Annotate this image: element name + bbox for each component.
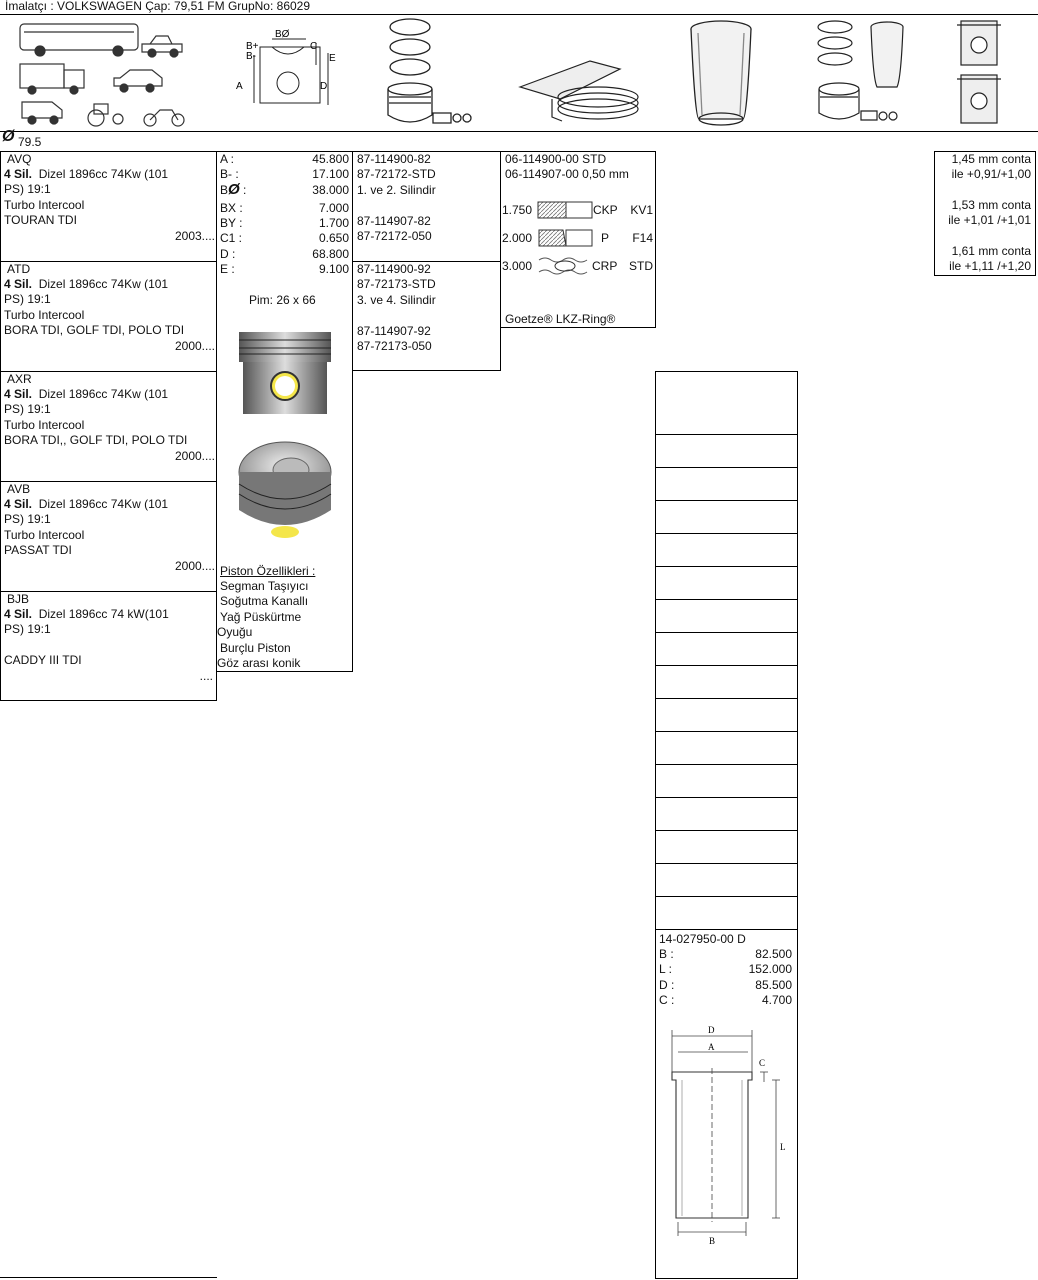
ring-set-icon	[518, 55, 642, 125]
ring-type: CRP	[592, 259, 618, 273]
liner-row-divider	[656, 863, 797, 864]
engine-desc2: PS) 19:1	[4, 512, 51, 526]
ring-width: 3.000	[502, 259, 533, 273]
ring-brand: Goetze® LKZ-Ring®	[505, 312, 616, 326]
gasket-range: ile +1,11 /+1,20	[949, 259, 1031, 273]
piston-part-line: 87-114907-92	[357, 324, 431, 338]
engine-code: AXR	[7, 372, 32, 386]
liner-row-divider	[656, 929, 797, 930]
vehicle-types-icon	[18, 20, 188, 128]
piston-feature-item: Yağ Püskürtme	[220, 610, 302, 624]
engine-year: 2000....	[174, 449, 215, 463]
liner-dim-value: 85.500	[755, 978, 792, 992]
liner-row-divider	[656, 797, 797, 798]
ring-type: CKP	[593, 203, 618, 217]
piston-feature-item: Burçlu Piston	[220, 641, 291, 655]
dim-bo-value: 38.000	[312, 183, 349, 197]
engine-type: Turbo Intercool	[4, 198, 85, 212]
engine-spec	[4, 167, 168, 182]
ring-part-std: 06-114900-00 STD	[505, 152, 607, 166]
piston-protrusion-icon	[955, 17, 1011, 129]
engine-desc2: PS) 19:1	[4, 402, 51, 416]
engine-code: AVQ	[7, 152, 32, 166]
piston-part-line: 87-114900-92	[357, 262, 431, 276]
gasket-box	[934, 151, 1036, 276]
piston-features-title: Piston Özellikleri :	[220, 564, 316, 578]
engine-code: BJB	[7, 592, 30, 606]
dim-bo-label	[220, 182, 246, 198]
liner-row-divider	[656, 599, 797, 600]
piston-feature-item: Oyuğu	[217, 625, 253, 639]
engine-box-avb	[0, 481, 217, 592]
engine-desc: Dizel 1896cc 74Kw (101	[38, 387, 169, 401]
piston-dimensions-box	[216, 151, 353, 672]
liner-dim-value: 152.000	[748, 962, 792, 976]
piston-parts-box-1	[352, 151, 501, 262]
liner-row-divider	[656, 665, 797, 666]
liner-row-divider	[656, 896, 797, 897]
dim-by-label: BY :	[220, 216, 243, 230]
engine-models: BORA TDI,, GOLF TDI, POLO TDI	[4, 433, 188, 447]
ring-profile-p	[537, 228, 593, 248]
ring-code: STD	[629, 259, 653, 273]
piston-kit-icon	[385, 17, 475, 131]
engine-spec	[4, 277, 168, 292]
liner-row-divider	[656, 533, 797, 534]
engine-box-bjb	[0, 591, 217, 701]
dim-bx-value: 7.000	[318, 201, 349, 215]
dim-c1-label: C1 :	[220, 231, 243, 245]
piston-feature-item: Soğutma Kanallı	[220, 594, 309, 608]
liner-row-divider	[656, 830, 797, 831]
piston-feature-item: Göz arası konik	[217, 656, 301, 670]
liner-drawing-label-l: L	[780, 1142, 786, 1152]
piston-dimension-diagram	[232, 25, 342, 125]
ring-code: KV1	[630, 203, 653, 217]
ring-code: F14	[632, 231, 653, 245]
engine-models: BORA TDI, GOLF TDI, POLO TDI	[4, 323, 185, 337]
piston-part-line: 87-72173-STD	[357, 277, 436, 291]
dim-b-minus-label: B- :	[220, 167, 239, 181]
liner-row-divider	[656, 698, 797, 699]
ring-width: 2.000	[502, 231, 533, 245]
engine-models: TOURAN TDI	[4, 213, 77, 227]
diagram-label-b-minus: B-	[246, 51, 256, 62]
footer-rule	[0, 1277, 217, 1278]
engine-type: Turbo Intercool	[4, 308, 85, 322]
piston-part-line: 87-114907-82	[357, 214, 431, 228]
piston-part-line: 1. ve 2. Silindir	[357, 183, 436, 197]
pin-size: Pim: 26 x 66	[249, 293, 316, 307]
piston-part-line: 87-72172-STD	[357, 167, 436, 181]
dim-bx-label: BX :	[220, 201, 243, 215]
piston-feature-item: Segman Taşıyıcı	[220, 579, 309, 593]
full-kit-icon	[815, 19, 915, 129]
gasket-thickness: 1,45 mm conta	[951, 152, 1031, 166]
icon-strip	[0, 15, 1038, 131]
engine-cyl: 4 Sil.	[4, 607, 33, 621]
diagram-label-e: E	[329, 53, 336, 64]
liner-drawing-label-c: C	[759, 1058, 766, 1068]
dim-d-value: 68.800	[312, 247, 349, 261]
dim-e-label: E :	[220, 262, 235, 276]
engine-code: AVB	[7, 482, 31, 496]
liner-part-number: 14-027950-00 D	[659, 932, 746, 946]
liner-row-divider	[656, 566, 797, 567]
engine-models: CADDY III TDI	[4, 653, 82, 667]
liner-row-divider	[656, 500, 797, 501]
liner-row-divider	[656, 632, 797, 633]
engine-year: ....	[199, 669, 213, 683]
liner-row-divider	[656, 764, 797, 765]
liner-dim-label: B :	[659, 947, 674, 961]
dim-d-label: D :	[220, 247, 236, 261]
engine-cyl: 4 Sil.	[4, 167, 33, 181]
diameter-symbol: Ø	[2, 128, 15, 145]
piston-parts-box-2	[352, 261, 501, 371]
liner-dim-label: C :	[659, 993, 675, 1007]
liner-dimension-drawing	[664, 1022, 794, 1247]
engine-year: 2000....	[174, 339, 215, 353]
liner-drawing-label-d: D	[708, 1025, 715, 1035]
liner-drawing-label-a: A	[708, 1042, 715, 1052]
piston-part-line: 87-72173-050	[357, 339, 432, 353]
cylinder-liner-icon	[688, 19, 754, 129]
page-header: İmalatçı : VOLKSWAGEN Çap: 79,51 FM GrupNo: 86029	[5, 0, 311, 13]
engine-cyl: 4 Sil.	[4, 497, 33, 511]
dim-by-value: 1.700	[318, 216, 349, 230]
diagram-label-d: D	[320, 81, 328, 92]
liner-dim-value: 4.700	[761, 993, 792, 1007]
engine-code: ATD	[7, 262, 31, 276]
engine-desc2: PS) 19:1	[4, 182, 51, 196]
diagram-label-bo: BØ	[275, 29, 290, 40]
engine-models: PASSAT TDI	[4, 543, 72, 557]
gasket-range: ile +0,91/+1,00	[951, 167, 1031, 181]
piston-part-line: 87-72172-050	[357, 229, 432, 243]
dim-a-label: A :	[220, 152, 235, 166]
liner-dim-label: D :	[659, 978, 675, 992]
liner-column	[655, 371, 798, 1279]
piston-part-line: 3. ve 4. Silindir	[357, 293, 436, 307]
piston-top-photo	[237, 440, 333, 538]
icon-strip-divider	[0, 131, 1038, 132]
dim-a-value: 45.800	[312, 152, 349, 166]
gasket-thickness: 1,53 mm conta	[951, 198, 1031, 212]
dim-b-minus-value: 17.100	[312, 167, 349, 181]
engine-spec	[4, 607, 169, 622]
engine-desc2: PS) 19:1	[4, 292, 51, 306]
engine-spec	[4, 387, 168, 402]
engine-cyl: 4 Sil.	[4, 277, 33, 291]
liner-row-divider	[656, 467, 797, 468]
engine-year: 2000....	[174, 559, 215, 573]
engine-type: Turbo Intercool	[4, 528, 85, 542]
ring-set-box	[500, 151, 656, 328]
diameter-value: 79.5	[18, 135, 42, 149]
engine-cyl: 4 Sil.	[4, 387, 33, 401]
engine-year: 2003....	[174, 229, 215, 243]
gasket-range: ile +1,01 /+1,01	[948, 213, 1031, 227]
engine-desc: Dizel 1896cc 74 kW(101	[38, 607, 169, 621]
ring-width: 1.750	[502, 203, 533, 217]
diameter-symbol: Ø	[228, 181, 240, 198]
ring-part-oversize: 06-114907-00 0,50 mm	[505, 167, 629, 181]
dim-bo-suffix: :	[239, 183, 247, 197]
diagram-label-c: C	[310, 41, 318, 52]
liner-dim-value: 82.500	[755, 947, 792, 961]
engine-spec	[4, 497, 168, 512]
dim-e-value: 9.100	[318, 262, 349, 276]
liner-row-divider	[656, 731, 797, 732]
engine-desc: Dizel 1896cc 74Kw (101	[38, 277, 169, 291]
liner-dim-label: L :	[659, 962, 672, 976]
diagram-label-a: A	[236, 81, 243, 92]
engine-desc: Dizel 1896cc 74Kw (101	[38, 167, 169, 181]
dim-bo-prefix: B	[220, 183, 229, 197]
ring-profile-crp	[537, 256, 593, 276]
ring-type: P	[601, 231, 610, 245]
engine-box-avq	[0, 151, 217, 262]
engine-box-atd	[0, 261, 217, 372]
engine-box-axr	[0, 371, 217, 482]
liner-drawing-label-b: B	[709, 1236, 716, 1246]
diagram-label-b-plus: B+	[246, 41, 259, 52]
engine-type: Turbo Intercool	[4, 418, 85, 432]
engine-desc2: PS) 19:1	[4, 622, 51, 636]
piston-part-line: 87-114900-82	[357, 152, 431, 166]
ring-profile-ckp	[537, 200, 593, 220]
gasket-thickness: 1,61 mm conta	[951, 244, 1031, 258]
liner-row-divider	[656, 434, 797, 435]
piston-side-photo	[237, 330, 333, 416]
engine-desc: Dizel 1896cc 74Kw (101	[38, 497, 169, 511]
dim-c1-value: 0.650	[318, 231, 349, 245]
